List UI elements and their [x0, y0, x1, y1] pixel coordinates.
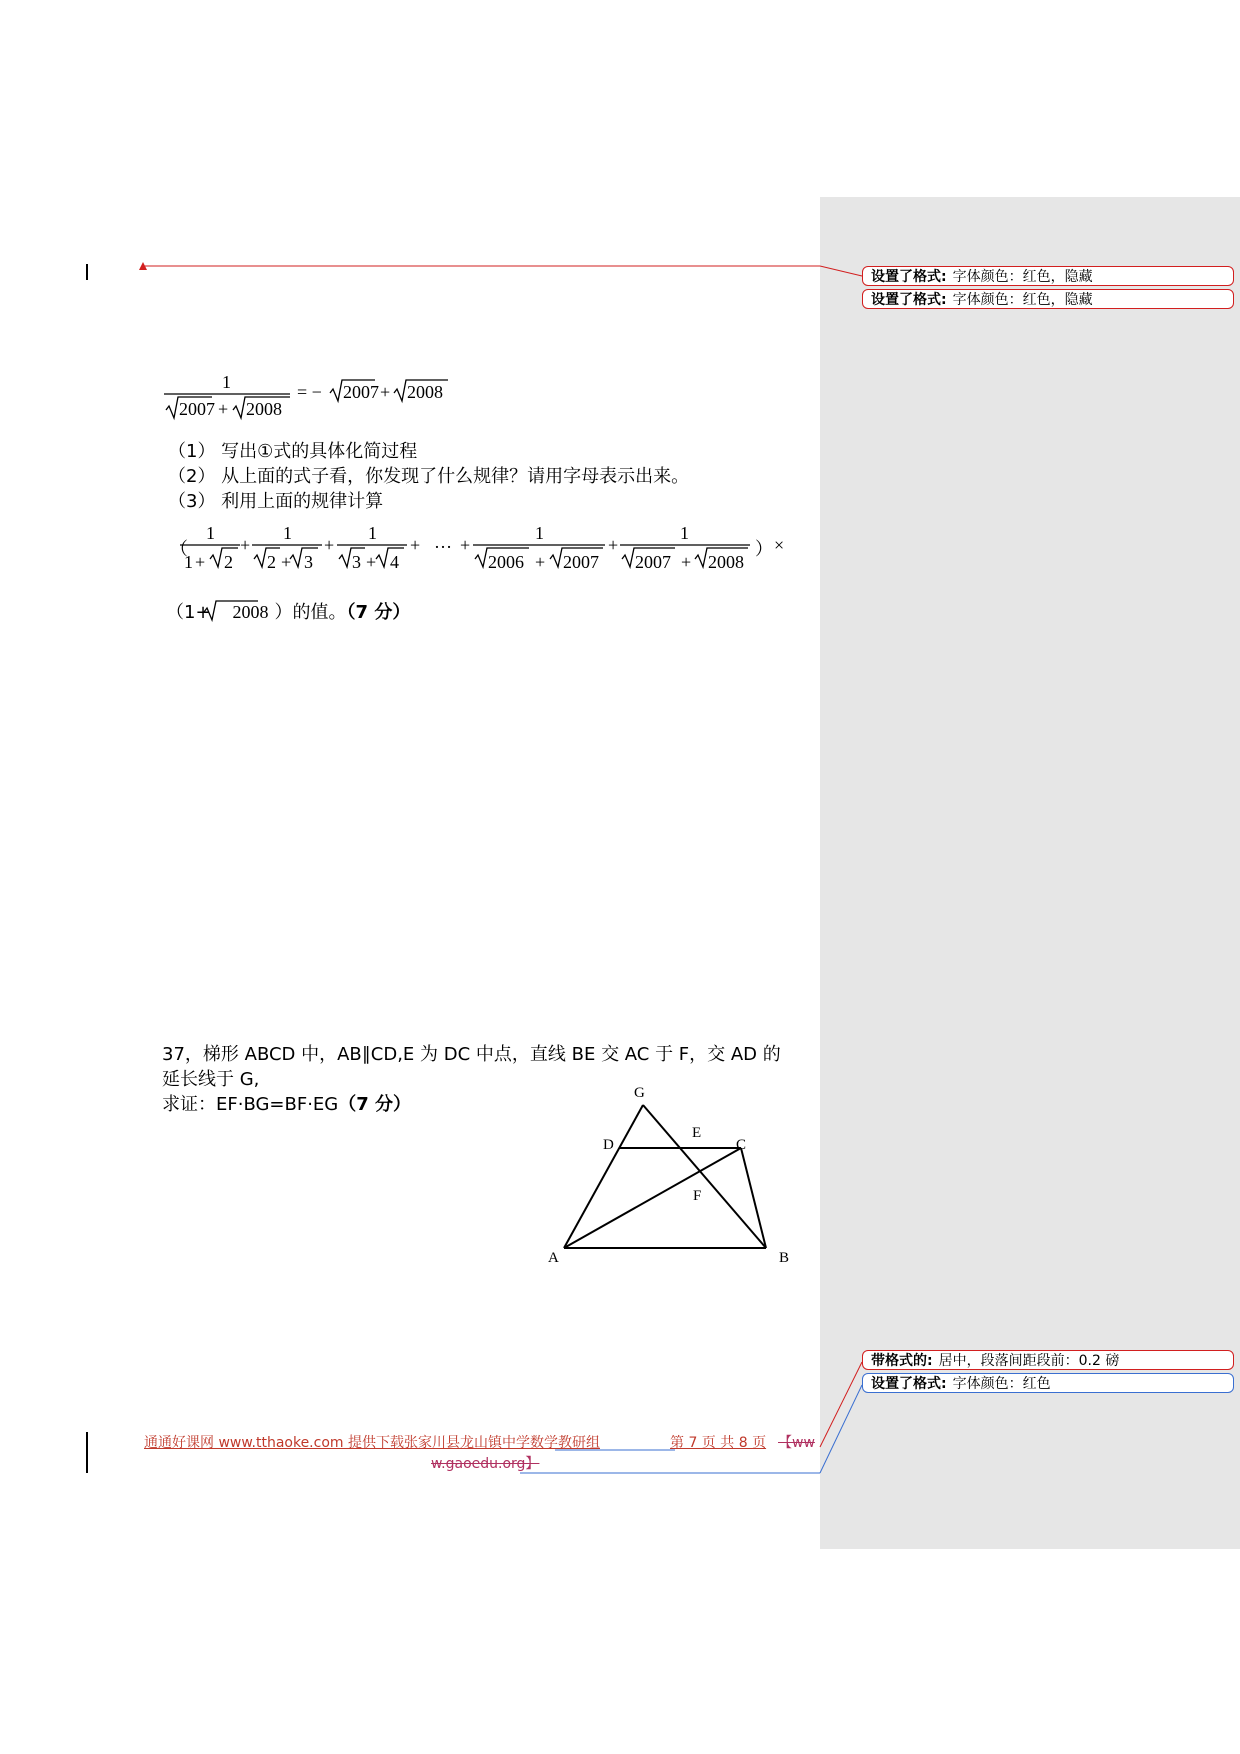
- comment-leader-c3: [820, 1362, 862, 1447]
- eq-rhs-a: 2007: [343, 382, 379, 402]
- comment-label: 设置了格式:: [871, 269, 947, 285]
- question-item-3: （3） 利用上面的规律计算: [168, 491, 384, 512]
- problem37-line3: 求证：EF·BG=BF·EG（7 分）: [162, 1094, 412, 1115]
- sum-term5-b: 2008: [708, 552, 744, 572]
- eq-rhs-b: 2008: [407, 382, 443, 402]
- eq-den-b: 2008: [246, 399, 282, 419]
- sum-term1-num: 1: [206, 523, 215, 543]
- question-item-2: （2） 从上面的式子看，你发现了什么规律？请用字母表示出来。: [168, 466, 690, 487]
- eq-den-a: 2007: [179, 399, 215, 419]
- comment-label: 设置了格式:: [871, 1376, 947, 1392]
- score-label: （7 分）: [338, 1094, 412, 1115]
- sum-ellipsis: …: [434, 532, 452, 552]
- tail-expression: （1+ 2008 ）的值。（7 分）: [166, 602, 411, 623]
- problem37-line2: 延长线于 G,: [162, 1069, 260, 1090]
- comment-text: 字体颜色：红色，隐藏: [952, 269, 1093, 285]
- sum-term2-num: 1: [283, 523, 292, 543]
- sum-term3-num: 1: [368, 523, 377, 543]
- comment-label: 带格式的:: [871, 1353, 933, 1369]
- question-item-1: （1） 写出①式的具体化简过程: [168, 441, 418, 462]
- score-label: （7 分）: [346, 602, 411, 623]
- footer-link-b[interactable]: w.gaoedu.org】: [431, 1456, 540, 1472]
- point-label-C: C: [736, 1137, 747, 1153]
- point-label-A: A: [548, 1250, 559, 1266]
- point-label-B: B: [779, 1250, 790, 1266]
- comment-text: 居中，段落间距段前：0.2 磅: [938, 1353, 1120, 1369]
- sum-term1-b: 2: [224, 552, 233, 572]
- sum-term5-num: 1: [680, 523, 689, 543]
- sum-term4-a: 2006: [488, 552, 524, 572]
- sum-close-paren: ）: [755, 539, 773, 559]
- eq-equals: = −: [297, 382, 322, 402]
- trapezoid-figure: [564, 1105, 766, 1248]
- footer-link-a[interactable]: 【ww: [778, 1435, 815, 1451]
- sum-term5-a: 2007: [635, 552, 671, 572]
- sum-term3-b: 4: [390, 552, 399, 572]
- comment-balloon-3[interactable]: [862, 1350, 1234, 1370]
- sum-term1-a: 1: [184, 552, 193, 572]
- sum-open-paren: （: [170, 539, 188, 559]
- eq-den-plus: +: [218, 399, 229, 419]
- problem37-line1: 37，梯形 ABCD 中，AB∥CD,E 为 DC 中点，直线 BE 交 AC 于 F，交 AD 的: [162, 1044, 781, 1065]
- comment-text: 字体颜色：红色，隐藏: [952, 292, 1093, 308]
- point-label-G: G: [634, 1085, 645, 1101]
- sum-term4-b: 2007: [563, 552, 599, 572]
- sum-term2-b: 3: [304, 552, 313, 572]
- comment-balloon-2[interactable]: [862, 289, 1234, 309]
- comment-text: 字体颜色：红色: [952, 1376, 1051, 1392]
- footer-page-number: 第 7 页 共 8 页: [670, 1435, 767, 1451]
- sum-term4-num: 1: [535, 523, 544, 543]
- footer-line[interactable]: 通通好课网 www.tthaoke.com 提供下载张家川县龙山镇中学数学教研组: [144, 1435, 600, 1451]
- point-label-F: F: [693, 1188, 702, 1204]
- eq-rhs-plus: +: [380, 382, 391, 402]
- point-label-D: D: [603, 1137, 614, 1153]
- comment-label: 设置了格式:: [871, 292, 947, 308]
- sum-term2-a: 2: [267, 552, 276, 572]
- sum-times: ×: [774, 535, 785, 555]
- sum-term3-a: 3: [352, 552, 361, 572]
- point-label-E: E: [692, 1125, 702, 1141]
- eq-numerator: 1: [222, 372, 231, 392]
- comment-balloon-1[interactable]: [862, 266, 1234, 286]
- comment-balloon-4[interactable]: [862, 1373, 1234, 1393]
